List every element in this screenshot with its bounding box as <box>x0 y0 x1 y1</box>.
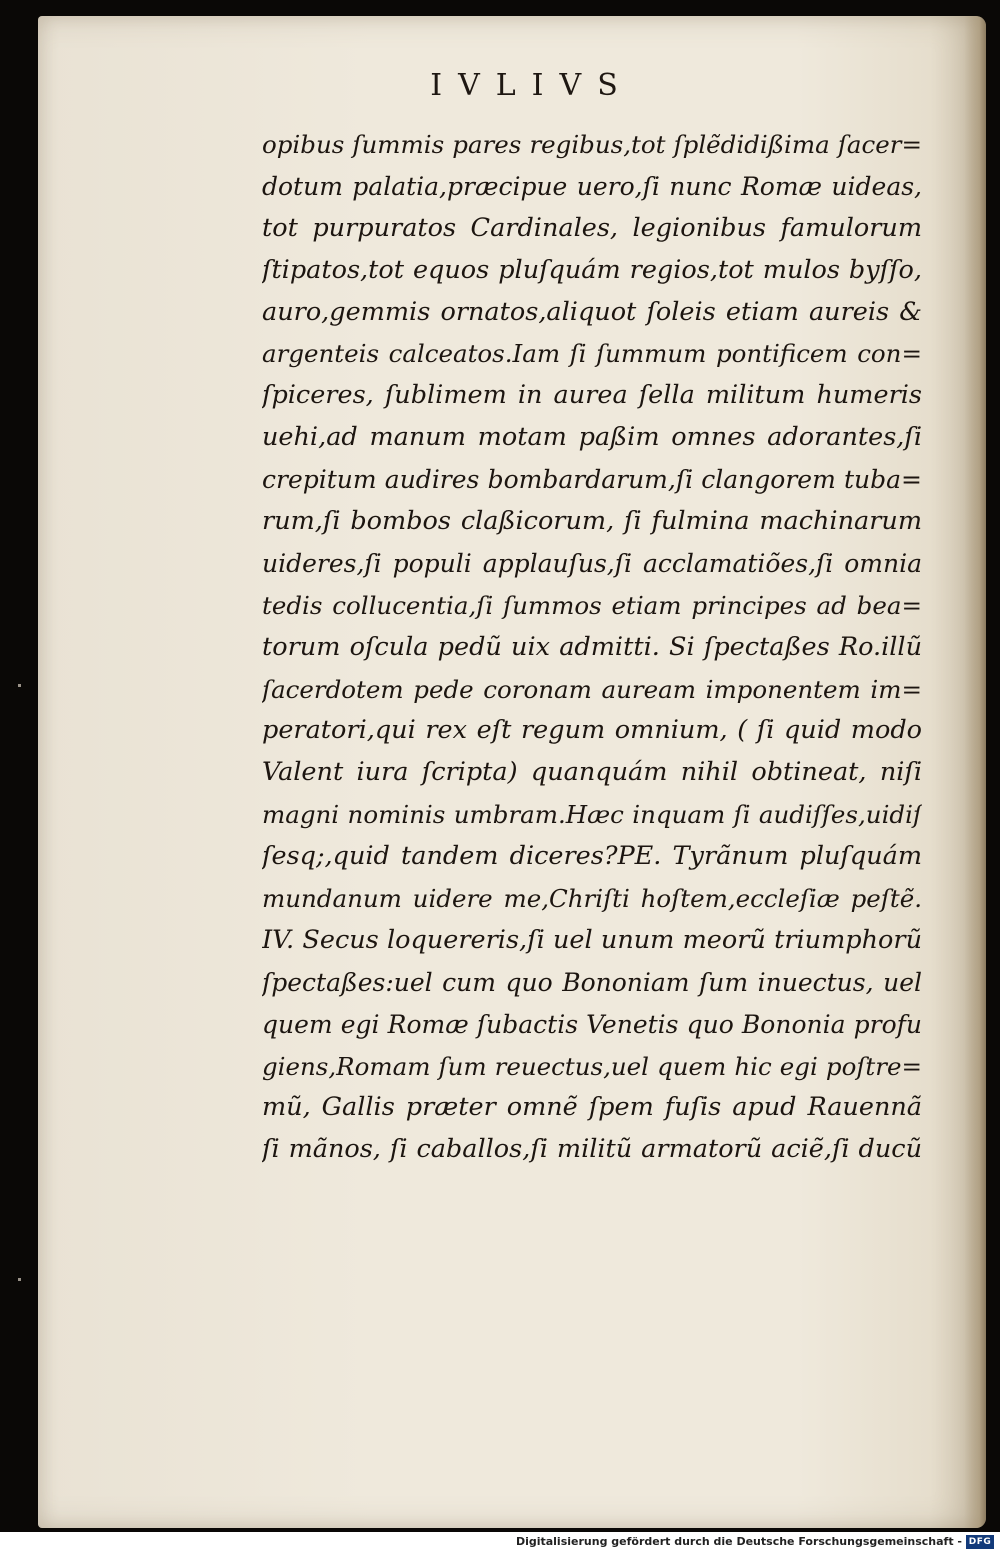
margin-mark <box>18 1278 21 1281</box>
text-line: peratori,qui rex eſt regum omnium, ( ſi quid modo <box>262 715 922 746</box>
text-line: ſtipatos,tot equos pluſquám regios,tot mulos byſſo, <box>262 254 922 285</box>
body-text <box>262 124 922 1171</box>
text-line: tot purpuratos Cardinales, legionibus famulorum <box>262 212 922 243</box>
text-line: dotum palatia,præcipue uero,ſi nunc Romæ uideas, <box>262 171 922 201</box>
text-line: opibus ſummis pares regibus,tot ſplẽdidißima ſacer= <box>262 130 922 159</box>
text-line: argenteis calceatos.Iam ſi ſummum pontificem con= <box>262 339 922 369</box>
running-head: IVLIVS <box>430 68 634 103</box>
text-line: mundanum uidere me,Chriſti hoſtem,eccleſiæ peſtẽ. <box>262 884 922 914</box>
digitization-footer <box>0 1532 1000 1552</box>
text-line: ſi mãnos, ſi caballos,ſi militũ armatorũ aciẽ,ſi ducũ <box>262 1134 922 1165</box>
dfg-logo: DFG <box>966 1535 994 1549</box>
text-line: ſpectaßes:uel cum quo Bononiam ſum inuectus, uel <box>262 967 922 997</box>
text-line: uideres,ſi populi applauſus,ſi acclamatiões,ſi omnia <box>262 548 922 578</box>
text-line: IV. Secus loquereris,ſi uel unum meorũ triumphorũ <box>262 924 922 955</box>
text-line: auro,gemmis ornatos,aliquot ſoleis etiam aureis & <box>262 296 922 327</box>
funding-credit: Digitalisierung gefördert durch die Deutsche Forschungsgemeinschaft - <box>515 1535 962 1548</box>
text-line: torum oſcula pedũ uix admitti. Si ſpectaßes Ro.illũ <box>262 631 922 662</box>
text-line: ſesq;,quid tandem diceres?PE. Tyrãnum pluſquám <box>262 841 922 872</box>
text-line: Valent iura ſcripta) quanquám nihil obtineat, niſi <box>262 757 922 788</box>
text-line: rum,ſi bombos claßicorum, ſi fulmina machinarum <box>262 506 922 537</box>
text-line: quem egi Romæ ſubactis Venetis quo Bononia profu <box>262 1009 922 1039</box>
text-line: mũ, Gallis præter omnẽ ſpem fuſis apud Rauennã <box>262 1092 922 1123</box>
text-line: ſacerdotem pede coronam auream imponentem im= <box>262 674 922 704</box>
margin-mark <box>18 684 21 687</box>
page-gutter-shadow <box>964 16 986 1528</box>
text-line: giens,Romam ſum reuectus,uel quem hic egi poſtre= <box>262 1051 922 1081</box>
text-line: tedis collucentia,ſi ſummos etiam principes ad bea= <box>262 590 922 620</box>
text-line: uehi,ad manum motam paßim omnes adorantes,ſi <box>262 422 922 453</box>
text-line: magni nominis umbram.Hæc inquam ſi audiſſes,uidiſ <box>262 800 922 830</box>
text-line: crepitum audires bombardarum,ſi clangorem tuba= <box>262 465 922 495</box>
text-line: ſpiceres, ſublimem in aurea ſella militum humeris <box>262 380 922 411</box>
